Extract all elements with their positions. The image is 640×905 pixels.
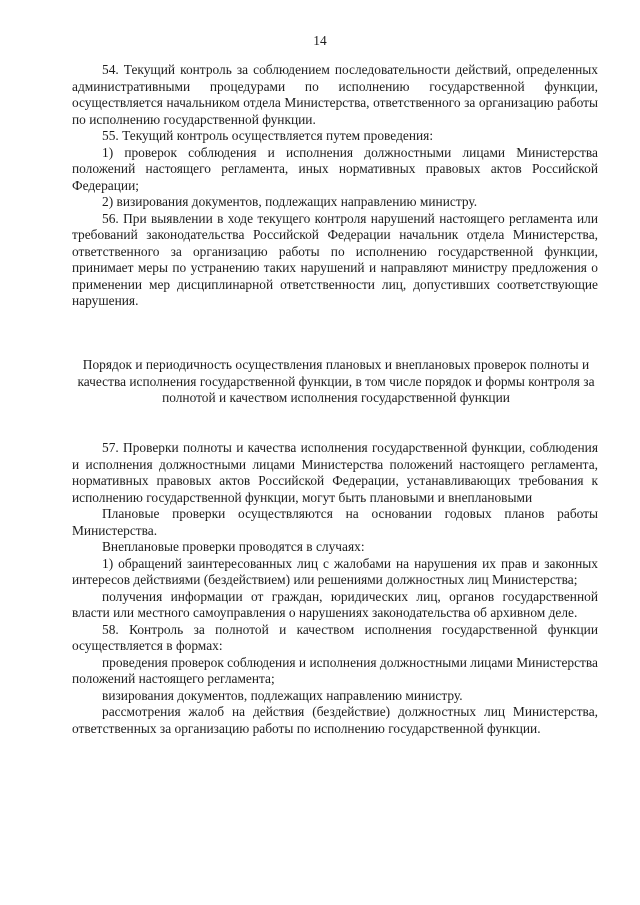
text-block-top (72, 62, 598, 310)
paragraph-58: 58. Контроль за полнотой и качеством исполнения государственной функции осуществляется в формах: (72, 621, 598, 653)
paragraph-58-form-2: визирования документов, подлежащих направлению министру. (102, 687, 463, 703)
paragraph-58-form-3: рассмотрения жалоб на действия (бездействие) должностных лиц Министерства, ответственных за организацию работы по исполнению государственной функции. (72, 704, 598, 736)
paragraph-55-item-1: 1) проверок соблюдения и исполнения должностными лицами Министерства положений настоящего регламента, иных нормативных правовых актов Российской Федерации; (72, 144, 598, 193)
paragraph-unplanned-checks: Внеплановые проверки проводятся в случаях: (102, 539, 365, 554)
text-block-bottom (72, 440, 598, 737)
paragraph-unplanned-case-1: 1) обращений заинтересованных лиц с жалобами на нарушения их прав и законных интересов действиями (бездействием) или решениями должностных лиц Министерства; (72, 555, 598, 587)
paragraph-unplanned-case-2: получения информации от граждан, юридических лиц, органов государственной власти или местного самоуправления о нарушениях законодательства об архивном деле. (72, 588, 598, 620)
section-heading: Порядок и периодичность осуществления плановых и внеплановых проверок полноты и качества исполнения государственной функции, в том числе порядок и формы контроля за полнотой и качеством исполнения государственной функции (77, 357, 595, 405)
paragraph-58-form-1: проведения проверок соблюдения и исполнения должностными лицами Министерства положений настоящего регламента; (72, 654, 598, 686)
paragraph-56: 56. При выявлении в ходе текущего контроля нарушений настоящего регламента или требований законодательства Российской Федерации начальник отдела Министерства, ответственного за организацию работы по исполнению государственной функции, принимает меры по устранению таких нарушений и направляют министру предложения о применении мер дисциплинарной ответственности лиц, допустивших соответствующие нарушения. (72, 210, 598, 308)
paragraph-54: 54. Текущий контроль за соблюдением последовательности действий, определенных административными процедурами по исполнению государственной функции, осуществляется начальником отдела Министерства, ответственного за организацию работы по исполнению государственной функции. (72, 62, 598, 127)
paragraph-55-item-2: 2) визирования документов, подлежащих направлению министру. (102, 194, 478, 209)
paragraph-55: 55. Текущий контроль осуществляется путем проведения: (102, 128, 434, 143)
paragraph-57: 57. Проверки полноты и качества исполнения государственной функции, соблюдения и исполнения должностными лицами Министерства положений настоящего регламента, нормативных правовых актов Российской Федерации, устанавливающих требования к исполнению государственной функции, могут быть плановыми и внеплановыми (72, 440, 598, 505)
page-number: 14 (313, 33, 327, 48)
paragraph-planned-checks: Плановые проверки осуществляются на основании годовых планов работы Министерства. (72, 506, 598, 538)
